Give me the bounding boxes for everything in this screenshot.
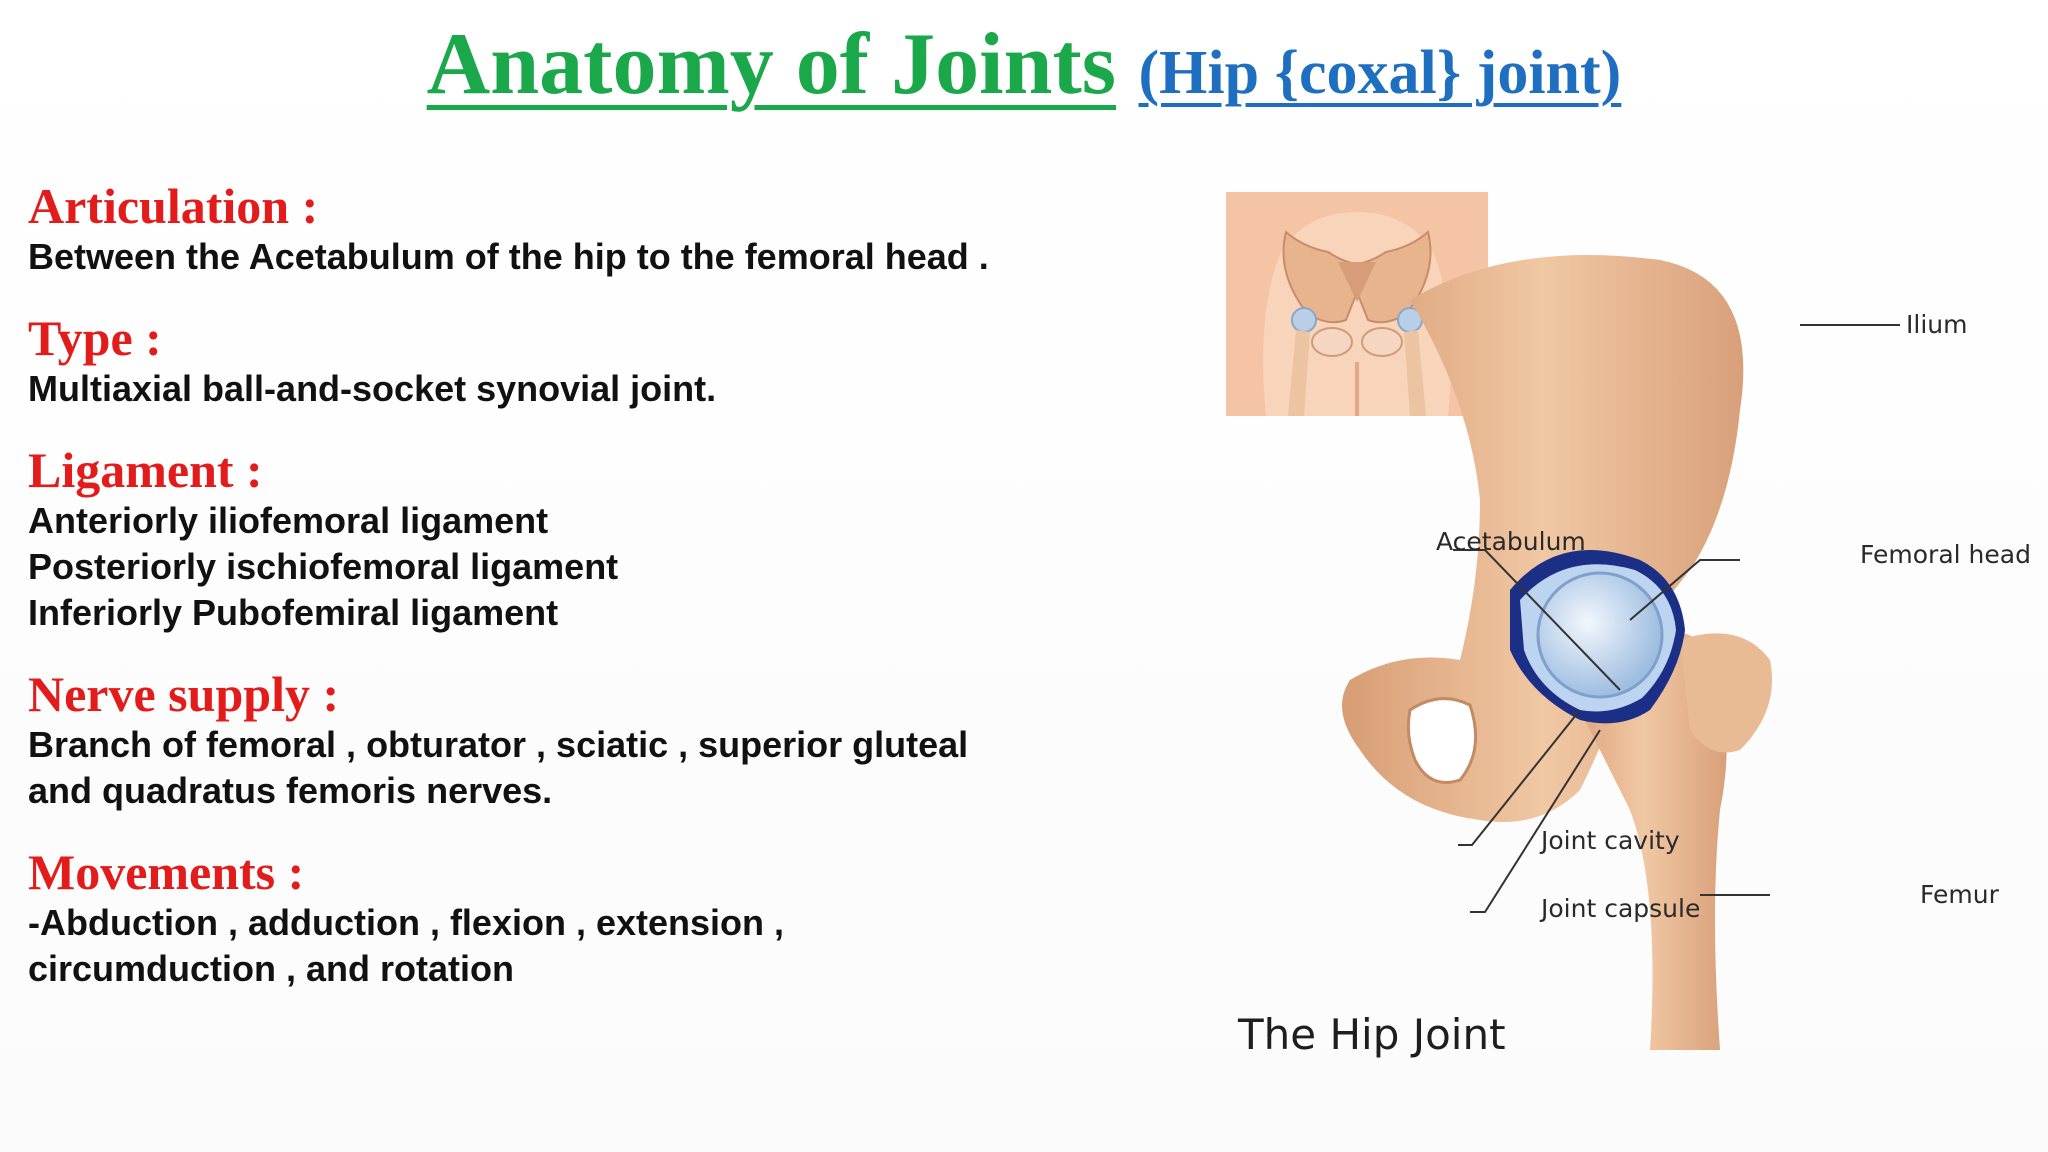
label-joint-cavity: Joint cavity	[1541, 826, 1680, 855]
section-text: -Abduction , adduction , flexion , extension ,	[28, 902, 785, 943]
greater-trochanter	[1680, 633, 1772, 752]
section-heading: Movements :	[28, 844, 305, 900]
femoral-head-shape	[1538, 573, 1662, 697]
section-text: Between the Acetabulum of the hip to the femoral head .	[28, 236, 989, 277]
label-femoral-head: Femoral head	[1860, 540, 2031, 569]
section-movements	[28, 844, 1168, 992]
section-text: Multiaxial ball-and-socket synovial joint.	[28, 368, 717, 409]
title-subtitle: (Hip {coxal} joint)	[1138, 39, 1622, 107]
section-text: Branch of femoral , obturator , sciatic , superior gluteal	[28, 724, 969, 765]
section-heading: Type :	[28, 310, 162, 366]
slide-title	[0, 14, 2048, 115]
label-joint-capsule: Joint capsule	[1541, 894, 1701, 923]
section-heading: Nerve supply :	[28, 666, 340, 722]
section-text: and quadratus femoris nerves.	[28, 770, 553, 811]
section-text: Inferiorly Pubofemiral ligament	[28, 592, 559, 633]
section-text: circumduction , and rotation	[28, 948, 515, 989]
notes-column	[28, 178, 1168, 1022]
section-heading: Articulation :	[28, 178, 319, 234]
label-femur: Femur	[1920, 880, 1999, 909]
diagram-caption: The Hip Joint	[1238, 1010, 1506, 1059]
section-nerve-supply	[28, 666, 1168, 814]
section-type	[28, 310, 1168, 412]
title-main: Anatomy of Joints	[426, 16, 1117, 113]
label-acetabulum: Acetabulum	[1436, 527, 1586, 556]
hip-joint-diagram	[1180, 150, 2040, 1090]
section-articulation	[28, 178, 1168, 280]
section-text: Anteriorly iliofemoral ligament	[28, 500, 549, 541]
section-ligament	[28, 442, 1168, 636]
section-heading: Ligament :	[28, 442, 263, 498]
label-ilium: Ilium	[1906, 310, 1968, 339]
section-text: Posteriorly ischiofemoral ligament	[28, 546, 619, 587]
